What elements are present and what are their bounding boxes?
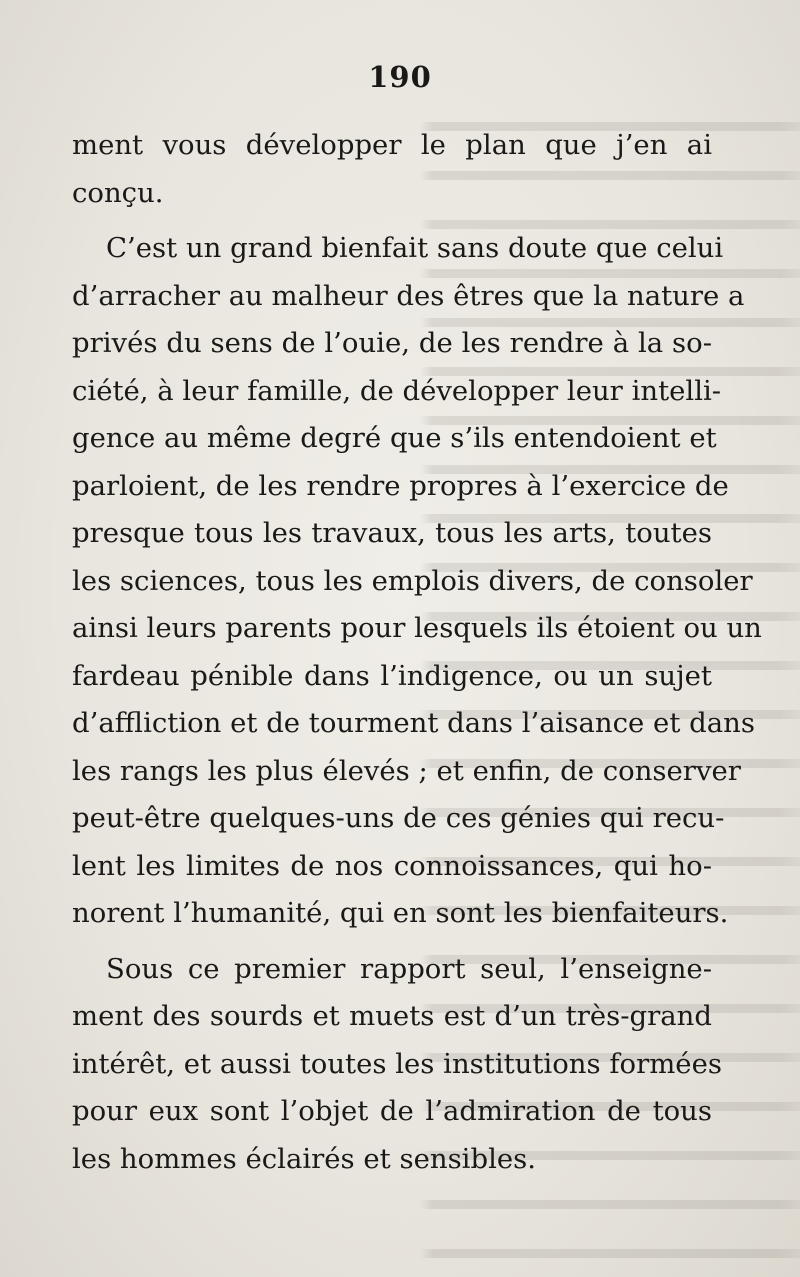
text-line: ment des sourds et muets est d’un très-grand: [72, 1000, 712, 1032]
text-line: conçu.: [72, 176, 164, 209]
text-line: d’affliction et de tourment dans l’aisance et dans: [72, 707, 755, 739]
text-line: C’est un grand bienfait sans doute que celui: [106, 232, 724, 264]
text-line: les sciences, tous les emplois divers, de consoler: [72, 564, 753, 597]
text-line: d’arracher au malheur des êtres que la nature a: [72, 279, 745, 312]
text-line: les rangs les plus élevés ; et enfin, de conserver: [72, 754, 741, 787]
text-line: ainsi leurs parents pour lesquels ils étoient ou un: [72, 612, 762, 644]
text-line: fardeau pénible dans l’indigence, ou un sujet: [72, 659, 712, 692]
text-line: intérêt, et aussi toutes les institutions formées: [72, 1047, 722, 1080]
text-line: norent l’humanité, qui en sont les bienfaiteurs.: [72, 897, 729, 929]
text-line: lent les limites de nos connoissances, qui ho-: [72, 849, 712, 882]
text-line: peut-être quelques-uns de ces génies qui recu-: [72, 802, 725, 834]
body-text: [72, 122, 762, 1183]
text-line: gence au même degré que s’ils entendoient et: [72, 422, 717, 454]
text-line: les hommes éclairés et sensibles.: [72, 1142, 537, 1175]
text-line: privés du sens de l’ouie, de les rendre à la so-: [72, 327, 712, 359]
page-number: 190: [368, 60, 432, 94]
text-line: presque tous les travaux, tous les arts, toutes: [72, 517, 712, 549]
paragraph-2: [72, 225, 762, 938]
text-line: parloient, de les rendre propres à l’exercice de: [72, 469, 729, 502]
text-line: ment vous développer le plan que j’en ai: [72, 129, 712, 161]
paragraph-1: [72, 122, 712, 217]
text-line: pour eux sont l’objet de l’admiration de tous: [72, 1095, 712, 1127]
paragraph-3: [72, 946, 722, 1184]
text-line: ciété, à leur famille, de développer leur intelli-: [72, 374, 722, 407]
text-line: Sous ce premier rapport seul, l’enseigne-: [106, 952, 712, 985]
